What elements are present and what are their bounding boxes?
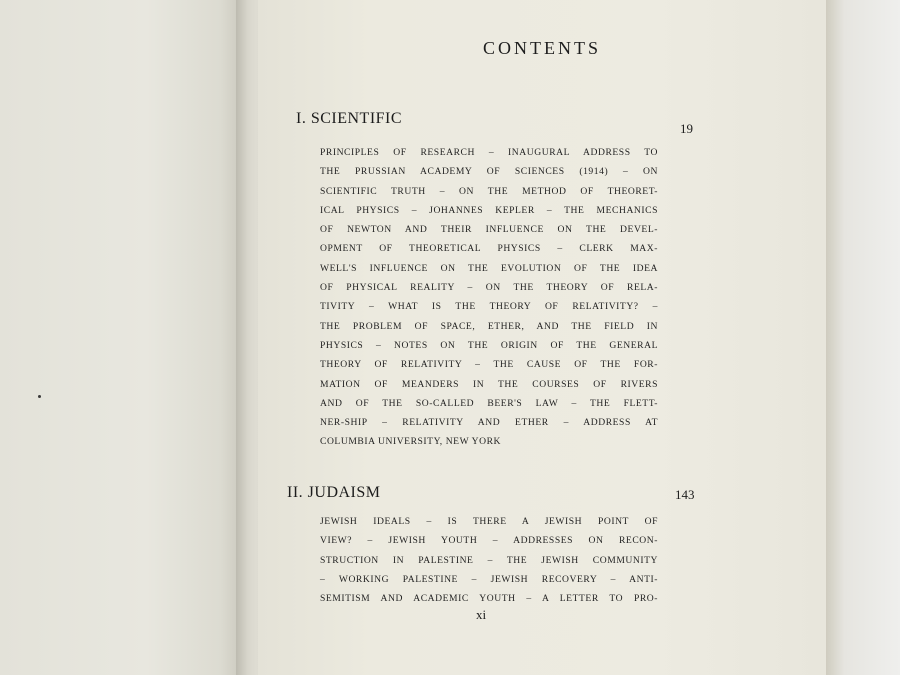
toc-line: NER-SHIP – RELATIVITY AND ETHER – ADDRESS AT [320, 417, 658, 429]
toc-line: THE PROBLEM OF SPACE, ETHER, AND THE FIELD IN [320, 320, 658, 332]
toc-line: PRINCIPLES OF RESEARCH – INAUGURAL ADDRESS TO [320, 147, 658, 158]
toc-line: JEWISH IDEALS – IS THERE A JEWISH POINT OF [320, 516, 658, 527]
toc-line: THE PRUSSIAN ACADEMY OF SCIENCES (1914) – ON [320, 166, 658, 178]
toc-line: COLUMBIA UNIVERSITY, NEW YORK [320, 436, 501, 448]
toc-line: VIEW? – JEWISH YOUTH – ADDRESSES ON RECON- [320, 535, 658, 547]
toc-line: MATION OF MEANDERS IN THE COURSES OF RIVERS [320, 378, 658, 390]
toc-line: – WORKING PALESTINE – JEWISH RECOVERY – ANTI- [320, 573, 658, 585]
toc-line: SCIENTIFIC TRUTH – ON THE METHOD OF THEORET- [320, 185, 658, 197]
page-number-judaism: 143 [675, 487, 695, 502]
left-page [0, 0, 245, 675]
background-surface [826, 0, 900, 675]
toc-line: STRUCTION IN PALESTINE – THE JEWISH COMMUNITY [320, 554, 658, 566]
toc-line: OF PHYSICAL REALITY – ON THE THEORY OF RELA- [320, 282, 658, 294]
toc-line: THEORY OF RELATIVITY – THE CAUSE OF THE FOR- [320, 359, 658, 371]
toc-line: PHYSICS – NOTES ON THE ORIGIN OF THE GENERAL [320, 339, 658, 351]
toc-line: OF NEWTON AND THEIR INFLUENCE ON THE DEVEL- [320, 224, 658, 236]
toc-line: AND OF THE SO-CALLED BEER'S LAW – THE FLETT- [320, 397, 658, 409]
toc-line: ICAL PHYSICS – JOHANNES KEPLER – THE MECHANICS [320, 204, 658, 216]
section-body-scientific [320, 143, 658, 452]
toc-line: SEMITISM AND ACADEMIC YOUTH – A LETTER TO PRO- [320, 593, 658, 605]
paper-speck [38, 395, 41, 398]
toc-line: OPMENT OF THEORETICAL PHYSICS – CLERK MAX- [320, 243, 658, 255]
toc-line: WELL'S INFLUENCE ON THE EVOLUTION OF THE IDEA [320, 262, 658, 274]
toc-line: TIVITY – WHAT IS THE THEORY OF RELATIVITY? – [320, 301, 658, 313]
section-body-judaism [320, 512, 658, 608]
contents-title: CONTENTS [483, 38, 601, 58]
page-number-scientific: 19 [680, 121, 693, 136]
page-folio: xi [476, 607, 487, 622]
section-heading-judaism: II. JUDAISM [287, 484, 381, 501]
section-heading-scientific: I. SCIENTIFIC [296, 110, 403, 127]
